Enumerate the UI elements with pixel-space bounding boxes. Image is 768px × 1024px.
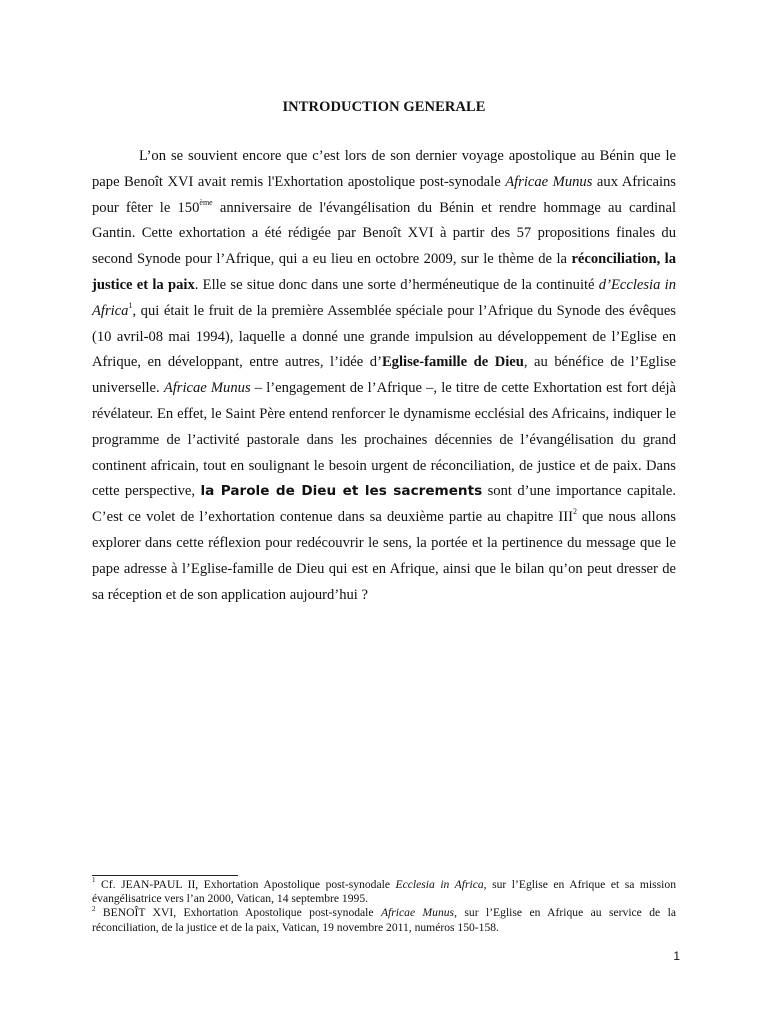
text-segment: anniversaire de l'évangélisation du Bénin et rendre hommage au cardinal Gantin. Cette exhortation a été rédigée par Benoît XVI à partir des 57 propositions finales du second Synode pour l’Afrique, qui a eu lieu en octobre 2009, sur le thème de la — [92, 199, 676, 268]
page-title: INTRODUCTION GENERALE — [282, 99, 486, 115]
text-segment: que nous allons explorer dans cette réflexion pour redécouvrir le sens, la portée et la pertinence du message que le pape adresse à l’Eglise-famille de Dieu qui est en Afrique, ainsi que le bilan qu’on peut dresser de sa réception et de son application aujourd’hui ? — [92, 509, 676, 603]
italic-text: Africae Munus — [505, 173, 593, 190]
footnote-italic: Africae Munus — [380, 906, 455, 920]
footnote-italic: Ecclesia in Africa — [395, 878, 484, 891]
footnote-ref-1[interactable]: 1 — [128, 300, 133, 310]
footnote-divider — [92, 875, 238, 876]
footnote-2 — [92, 906, 676, 934]
bold-text: la Parole de Dieu et les sacrements — [200, 483, 483, 500]
footnotes — [92, 878, 676, 935]
text-segment: aux Africains pour fêter le 150 — [92, 173, 676, 216]
footnote-text: , sur l’Eglise en Afrique et sa mission évangélisatrice vers l’an 2000, Vatican, 14 septembre 1995. — [92, 878, 676, 906]
bold-text: réconciliation, la justice et la paix — [92, 251, 676, 293]
footnote-text: BENOÎT XVI, Exhortation Apostolique post-synodale — [95, 906, 381, 920]
bold-text: Eglise-famille de Dieu — [381, 354, 524, 371]
text-segment: , au bénéfice de l’Eglise universelle. — [92, 354, 676, 397]
text-segment: L’on se souvient encore que c’est lors de son dernier voyage apostolique au Bénin que le pape Benoît XVI avait remis l'Exhortation apostolique post-synodale — [92, 148, 676, 190]
italic-text: Africae Munus — [163, 380, 251, 397]
footnote-ref-2[interactable]: 2 — [572, 507, 577, 517]
text-segment: – l’engagement de l’Afrique –, le titre de cette Exhortation est fort déjà révélateur. En effet, le Saint Père entend renforcer le dynamisme ecclésial des Africains, indiquer le programme de l’activité pastorale dans les prochaines décennies de l’évangélisation du grand continent africain, tout en soulignant le besoin urgent de réconciliation, de justice et de paix. Dans cette perspective, — [92, 380, 676, 500]
italic-text: d’Ecclesia in Africa — [92, 276, 676, 319]
text-segment: sont d’une importance capitale. C’est ce volet de l’exhortation contenue dans sa deuxième partie au chapitre III — [92, 483, 677, 526]
footnote-text: , sur l’Eglise en Afrique au service de la réconciliation, de la justice et de la paix, Vatican, 19 novembre 2011, numéros 150-158. — [92, 906, 676, 934]
text-segment: , qui était le fruit de la première Assemblée spéciale pour l’Afrique du Synode des évêques (10 avril-08 mai 1994), laquelle a donné une grande impulsion au développement de l’Eglise en Afrique, en développant, entre autres, l’idée d’ — [92, 302, 676, 371]
body-paragraph — [92, 144, 676, 608]
footnote-text: Cf. JEAN-PAUL II, Exhortation Apostolique post-synodale — [95, 878, 396, 891]
footnote-number: 2 — [92, 904, 96, 913]
footnote-1 — [92, 878, 676, 906]
footnote-number: 1 — [92, 876, 96, 885]
page-number: 1 — [673, 949, 680, 963]
text-segment: . Elle se situe donc dans une sorte d’herméneutique de la continuité — [194, 276, 599, 293]
superscript-eme: ème — [199, 197, 213, 207]
